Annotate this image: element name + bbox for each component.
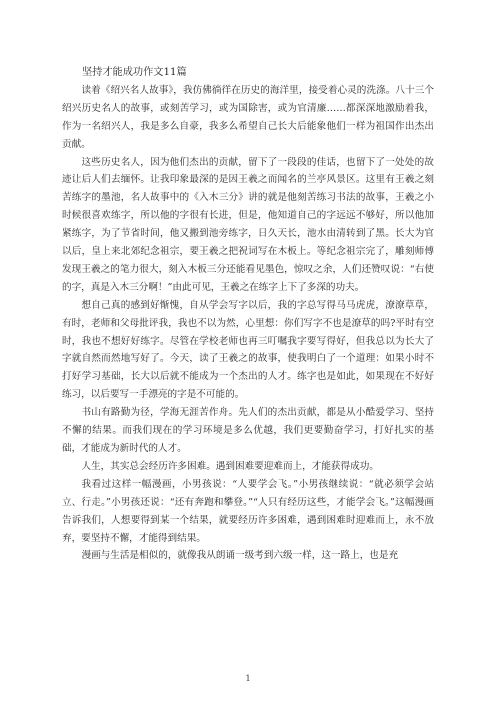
paragraph: 人生，其实总会经历许多困难。遇到困难要迎难而上，才能获得成功。 — [81, 460, 379, 472]
document-title: 坚持才能成功作文11篇 — [82, 67, 187, 78]
paragraph: 想自己真的感到好惭愧，自从学会写字以后，我的字总写得马马虎虎，潦潦草草，有时，老师和父母批评我，我也不以为然，心里想：你们写字不也是潦草的吗?平时有空时，我也不想好好练字。尽管在学校老师也再三叮嘱我字要写得好，但我总以为长大了字就自然而然地写好了。今天，读了王羲之的故事，使我明白了一个道理：如果小时不打好学习基础，长大以后就不能成为一个杰出的人才。练字也是如此，如果现在不好好练习，以后要写一手漂亮的字是不可能的。 — [62, 299, 434, 401]
paragraph: 书山有路勤为径，学海无涯苦作舟。先人们的杰出贡献，都是从小酷爱学习、坚持不懈的结果。而我们现在的学习环境是多么优越，我们更要勤奋学习，打好扎实的基础，才能成为新时代的人才。 — [62, 407, 434, 455]
paragraph: 读着《绍兴名人故事》，我仿佛徜徉在历史的海洋里，接受着心灵的洗涤。八十三个绍兴历史名人的故事，或刻苦学习，或为国除害，或为官清廉……都深深地激励着我，作为一名绍兴人，我是多么自豪，我多么希望自己长大后能象他们一样为祖国作出杰出贡献。 — [62, 84, 434, 150]
paragraph: 我看过这样一幅漫画，小男孩说：“人要学会飞。”小男孩继续说：“就必须学会站立、行走。”小男孩还说：“还有奔跑和攀登。”“人只有经历这些，才能学会飞。”这幅漫画告诉我们，人想要得到某一个结果，就要经历许多困难，遇到困难时迎难而上，永不放弃，要坚持不懈，才能得到结果。 — [62, 478, 434, 544]
paragraph: 这些历史名人，因为他们杰出的贡献，留下了一段段的佳话，也留下了一处处的故迹让后人们去缅怀。让我印象最深的是因王羲之而闻名的兰亭风景区。这里有王羲之刻苦练字的墨池，名人故事中的《入木三分》讲的就是他刻苦练习书法的故事，王羲之小时候很喜欢练字，所以他的字很有长进，但是，他知道自己的字远远不够好，所以他加紧练字，为了节省时间，他又搬到池旁练字，日久天长，池水由清转到了黑。长大为官以后，皇上来北郊纪念祖宗，要王羲之把祝词写在木板上。等纪念祖宗完了，雕刻师傅发现王羲之的笔力很大，刻入木板三分还能看见墨色，惊叹之余，人们还赞叹说：“右使的字，真是入木三分啊！”由此可见，王羲之在练字上下了多深的功夫。 — [62, 156, 434, 293]
document-body — [62, 64, 434, 565]
page-number: 1 — [245, 674, 251, 683]
paragraph: 漫画与生活是相似的，就像我从朗诵一级考到六级一样，这一路上，也是充 — [81, 550, 399, 562]
